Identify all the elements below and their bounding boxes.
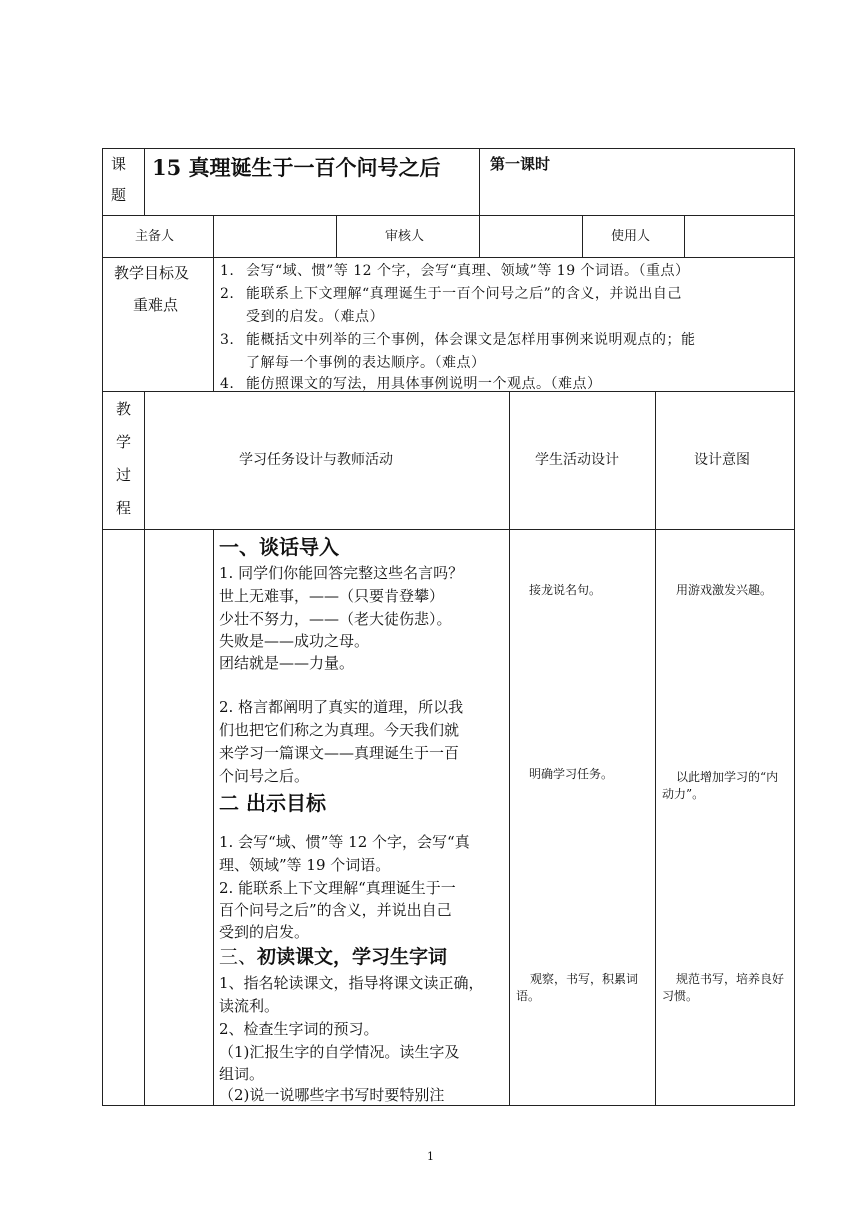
table-rule <box>582 215 583 257</box>
content-line: 1、指名轮读课文，指导将课文读正确， <box>219 974 484 992</box>
content-line: 们也把它们称之为真理。今天我们就 <box>219 721 460 739</box>
ke-ti-label-2: 题 <box>111 186 127 204</box>
column-header-intent: 设计意图 <box>694 452 750 468</box>
table-rule <box>144 148 145 215</box>
section-heading <box>219 944 447 970</box>
page-number: 1 <box>427 1150 434 1163</box>
content-line: 组词。 <box>219 1065 265 1083</box>
objective-line: 能仿照课文的写法，用具体事例说明一个观点。（难点） <box>246 376 602 392</box>
content-line: 2、检查生字词的预习。 <box>219 1020 379 1038</box>
design-intent: 用游戏激发兴趣。 <box>676 583 773 597</box>
objective-line: 会写“域、惯”等 12 个字，会写“真理、领域”等 19 个词语。（重点） <box>246 263 690 279</box>
objective-line: 能概括文中列举的三个事例，体会课文是怎样用事例来说明观点的；能 <box>246 332 696 348</box>
process-label: 过 <box>116 466 132 484</box>
ke-ti-label-1: 课 <box>111 155 127 173</box>
page-title: 15 真理诞生于一百个问号之后 <box>152 155 441 180</box>
table-border-left <box>102 148 103 1106</box>
table-rule <box>655 391 656 1105</box>
process-label: 程 <box>116 499 132 517</box>
objective-num: 4. <box>220 376 235 392</box>
table-border-right <box>794 148 795 1106</box>
objectives-label-1: 教学目标及 <box>114 264 190 282</box>
reviewer-label: 审核人 <box>385 229 425 244</box>
design-intent: 规范书写，培养良好 <box>676 972 785 986</box>
objective-line: 能联系上下文理解“真理诞生于一百个问号之后”的含义，并说出自己 <box>246 286 682 302</box>
student-activity: 观察，书写，积累词 <box>530 972 639 986</box>
table-rule <box>213 215 214 257</box>
content-line: 少壮不努力，——（老大徒伤悲）。 <box>219 610 452 628</box>
table-rule <box>102 257 795 258</box>
table-rule <box>684 215 685 257</box>
student-activity: 明确学习任务。 <box>529 767 614 781</box>
content-line: 2. 格言都阐明了真实的道理，所以我 <box>219 698 464 716</box>
design-intent: 以此增加学习的“内 <box>676 770 779 784</box>
objective-num: 2. <box>220 286 235 302</box>
content-line: 来学习一篇课文——真理诞生于一百 <box>219 744 460 762</box>
section-heading-prefix: 三、 <box>219 946 258 968</box>
content-line: 理、领域”等 19 个词语。 <box>219 856 391 874</box>
table-rule <box>479 148 480 215</box>
table-border-bottom <box>102 1105 795 1106</box>
user-label: 使用人 <box>611 229 651 244</box>
content-line: 百个问号之后”的含义，并说出自己 <box>219 901 452 919</box>
section-heading: 二 出示目标 <box>219 791 326 815</box>
content-line: （1)汇报生字的自学情况。读生字及 <box>219 1043 460 1061</box>
table-rule <box>479 215 480 257</box>
content-line: 个问号之后。 <box>219 767 310 785</box>
main-preparer-label: 主备人 <box>135 229 175 244</box>
column-header-teacher: 学习任务设计与教师活动 <box>239 452 393 468</box>
section-heading: 一、谈话导入 <box>219 535 339 559</box>
objective-line: 受到的启发。（难点） <box>246 309 384 325</box>
table-rule <box>144 391 145 1105</box>
table-rule <box>102 215 795 216</box>
student-activity: 接龙说名句。 <box>529 583 602 597</box>
content-line: 受到的启发。 <box>219 923 310 941</box>
content-line: 1. 同学们你能回答完整这些名言吗？ <box>219 564 464 582</box>
content-line: 世上无难事，——（只要肯登攀） <box>219 587 445 605</box>
content-line: 1. 会写“域、惯”等 12 个字，会写“真 <box>219 833 470 851</box>
table-rule <box>509 391 510 1105</box>
design-intent: 动力”。 <box>662 787 705 801</box>
content-line: 失败是——成功之母。 <box>219 632 370 650</box>
table-rule <box>102 529 795 530</box>
table-rule <box>213 257 214 391</box>
objectives-label-2: 重难点 <box>133 296 179 314</box>
section-heading-text: 初读课文，学习生字词 <box>257 946 448 968</box>
objective-num: 1. <box>220 263 235 279</box>
process-label: 学 <box>116 433 132 451</box>
table-rule <box>213 529 214 1105</box>
content-line: 团结就是——力量。 <box>219 654 355 672</box>
content-line: （2)说一说哪些字书写时要特别注 <box>219 1086 445 1104</box>
objective-num: 3. <box>220 332 235 348</box>
objective-line: 了解每一个事例的表达顺序。（难点） <box>246 355 486 371</box>
process-label: 教 <box>116 400 132 418</box>
lesson-label: 第一课时 <box>490 155 551 173</box>
table-rule <box>336 215 337 257</box>
student-activity: 语。 <box>516 989 541 1003</box>
content-line: 读流利。 <box>219 997 280 1015</box>
content-line: 2. 能联系上下文理解“真理诞生于一 <box>219 879 456 897</box>
design-intent: 习惯。 <box>662 989 699 1003</box>
column-header-student: 学生活动设计 <box>535 452 619 468</box>
table-border-top <box>102 148 795 149</box>
